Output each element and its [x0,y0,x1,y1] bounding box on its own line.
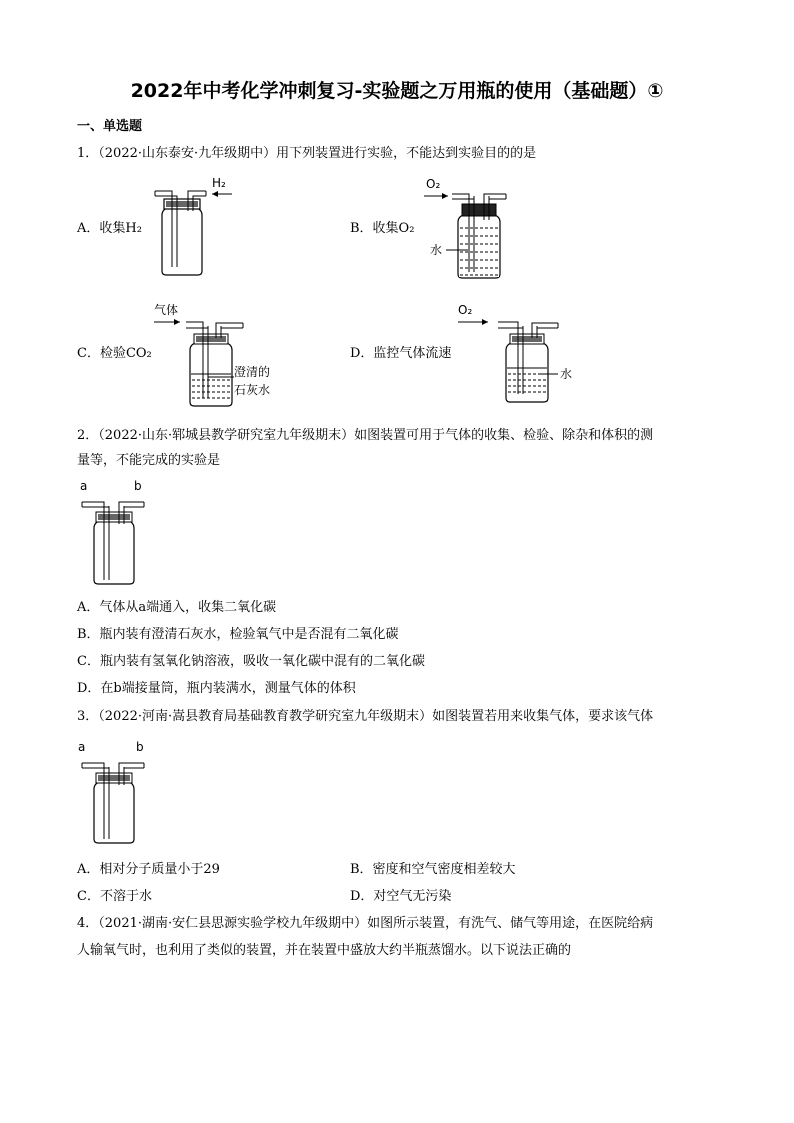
q1-d-gas-label: O₂ [458,303,473,317]
q1-b-gas-label: O₂ [426,177,441,191]
q3-port-a-label: a [78,740,86,754]
q2-option-c: C．瓶内装有氢氧化钠溶液，吸收一氧化碳中混有的二氧化碳 [77,654,425,669]
q2-option-a: A．气体从a端通入，收集二氧化碳 [77,600,277,615]
q3-option-d: D．对空气无污染 [350,889,452,904]
q1-b-water-label: 水 [430,243,443,257]
q2-stem-line1: 2．（2022·山东·郓城县教学研究室九年级期末）如图装置可用于气体的收集、检验、除杂和体积的测 [77,428,654,443]
q1-stem: 1．（2022·山东泰安·九年级期中）用下列装置进行实验，不能达到实验目的的是 [77,146,537,161]
page-title: 2022年中考化学冲刺复习-实验题之万用瓶的使用（基础题）① [130,80,664,102]
q1-option-c: C．检验CO₂ [77,346,152,361]
q1-apparatus-a [150,175,245,280]
q3-port-b-label: b [136,740,144,754]
q1-option-d: D．监控气体流速 [350,346,452,361]
q1-a-gas-label: H₂ [212,176,226,190]
q2-apparatus [72,476,152,588]
q4-stem-line2: 人输氧气时，也利用了类似的装置，并在装置中盛放大约半瓶蒸馏水。以下说法正确的 [77,943,572,958]
q3-option-a: A．相对分子质量小于29 [77,862,220,877]
section-heading: 一、单选题 [77,119,143,134]
q1-apparatus-c [148,298,288,410]
q4-stem-line1: 4．（2021·湖南·安仁县思源实验学校九年级期中）如图所示装置，有洗气、储气等用途，在医院给病 [77,916,654,931]
q3-apparatus [72,735,152,847]
q1-apparatus-b [420,172,530,282]
q2-option-b: B．瓶内装有澄清石灰水，检验氧气中是否混有二氧化碳 [77,627,399,642]
q1-option-a: A．收集H₂ [77,221,142,236]
q1-c-liquid-label-1: 澄清的 [234,365,271,379]
q1-d-water-label: 水 [560,367,573,381]
q3-option-b: B．密度和空气密度相差较大 [350,862,516,877]
q2-port-b-label: b [134,479,142,493]
q3-option-c: C．不溶于水 [77,889,152,904]
q1-c-liquid-label-2: 石灰水 [234,383,271,397]
q1-apparatus-d [450,298,590,410]
q3-stem: 3．（2022·河南·嵩县教育局基础教育教学研究室九年级期末）如图装置若用来收集气体，要求该气体 [77,709,654,724]
q2-option-d: D．在b端接量筒，瓶内装满水，测量气体的体积 [77,681,356,696]
q2-stem-line2: 量等，不能完成的实验是 [77,453,221,468]
q2-port-a-label: a [80,479,88,493]
q1-c-gas-label: 气体 [154,303,179,317]
q1-option-b: B．收集O₂ [350,221,415,236]
